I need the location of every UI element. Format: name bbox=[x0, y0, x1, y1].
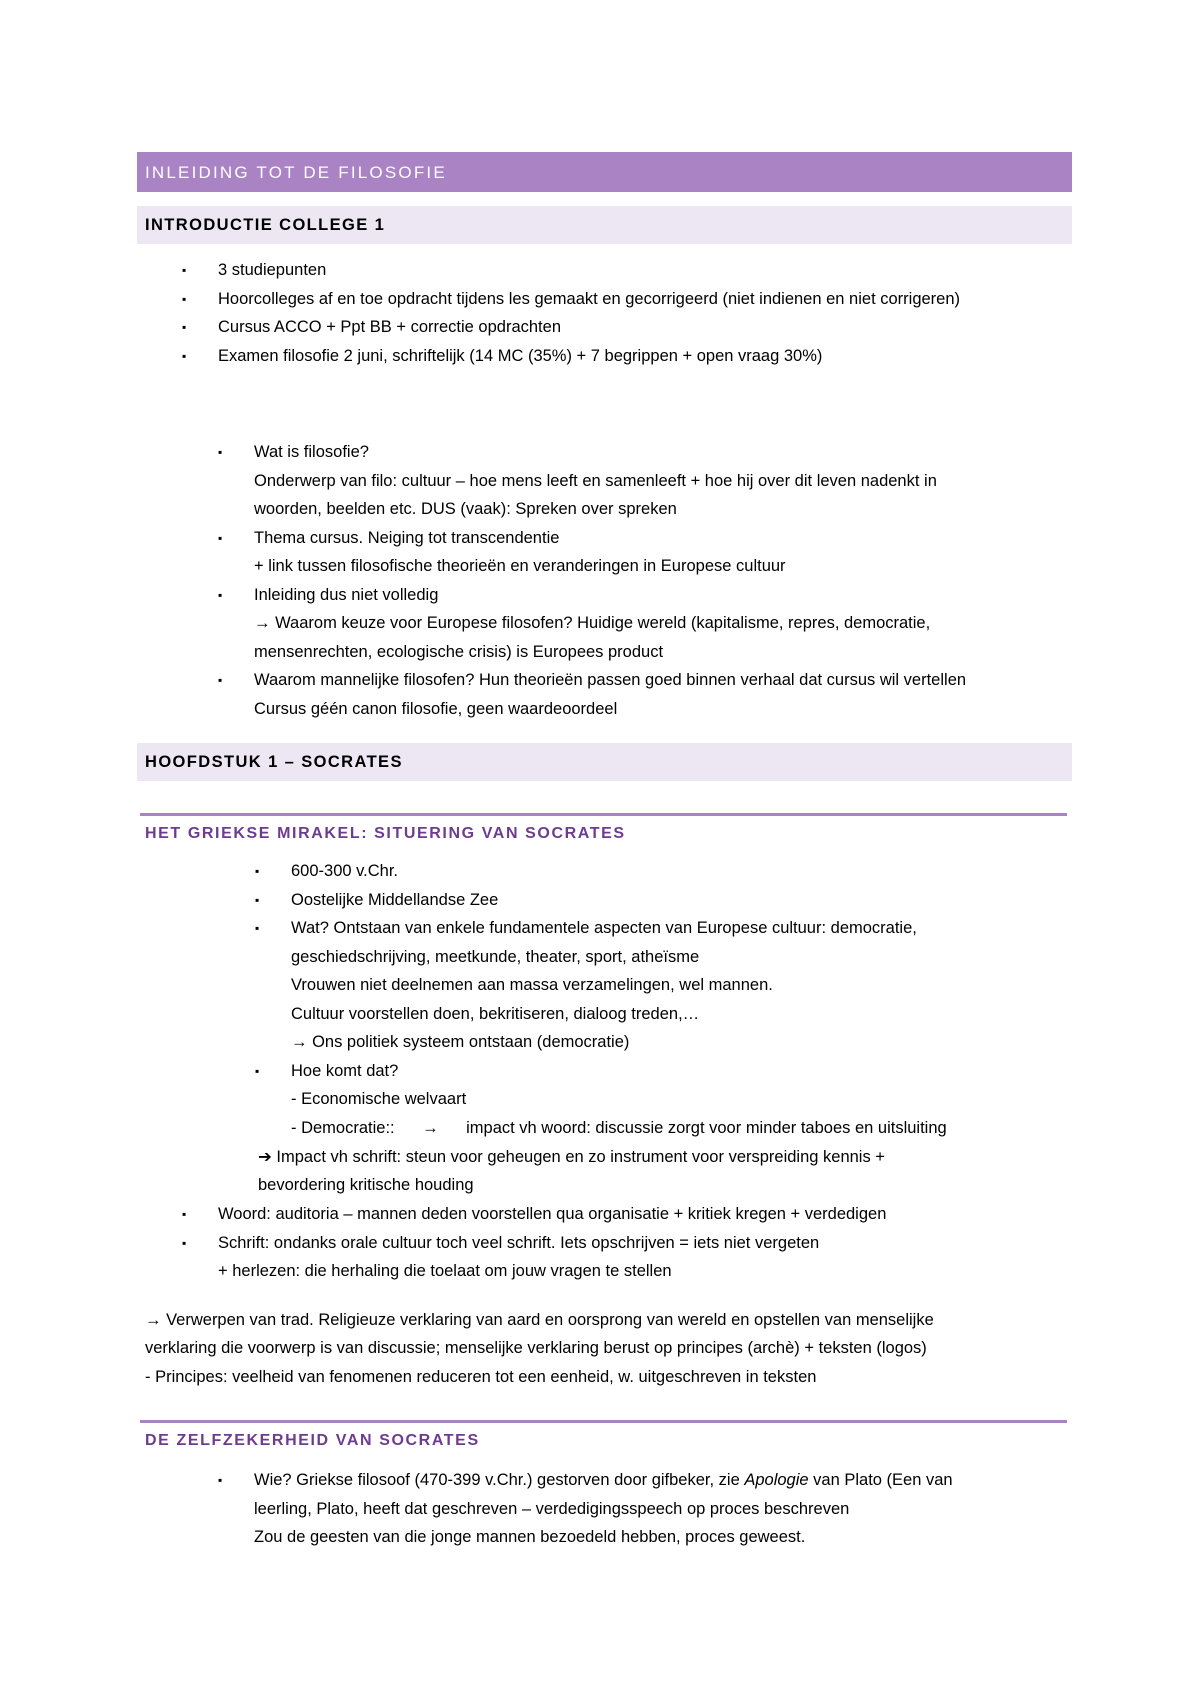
list-item: ▪ Inleiding dus niet volledig → Waarom keuze voor Europese filosofen? Huidige wereld (kapitalisme, repres, democratie, mensenrechten, ecologische crisis) is Europees product bbox=[254, 581, 966, 667]
bullet-icon: ▪ bbox=[218, 1473, 223, 1487]
bullet-icon: ▪ bbox=[218, 445, 223, 459]
bullet-icon: ▪ bbox=[182, 1207, 187, 1221]
list-item: ▪ Schrift: ondanks orale cultuur toch veel schrift. Iets opschrijven = iets niet vergeten + herlezen: die herhaling die toelaat om jouw vragen te stellen bbox=[218, 1229, 886, 1286]
list-item: ▪ Cursus ACCO + Ppt BB + correctie opdrachten bbox=[218, 313, 960, 342]
section-heading-intro bbox=[137, 206, 1072, 244]
bullet-icon: ▪ bbox=[182, 320, 187, 334]
woord-schrift-list bbox=[182, 1200, 887, 1286]
list-item: ▪ Wat is filosofie? Onderwerp van filo: cultuur – hoe mens leeft en samenleeft + hoe hij over dit leven nadenkt in woorden, beelden etc. DUS (vaak): Spreken over spreken bbox=[254, 438, 966, 524]
bullet-icon: ▪ bbox=[182, 348, 187, 363]
list-item: ▪ Waarom mannelijke filosofen? Hun theorieën passen goed binnen verhaal dat cursus wil vertellen Cursus géén canon filosofie, geen waardeoordeel bbox=[254, 666, 966, 723]
paragraph-line: - Principes: veelheid van fenomenen reduceren tot een eenheid, w. uitgeschreven in teksten bbox=[145, 1368, 817, 1386]
section-divider bbox=[140, 1420, 1067, 1423]
bullet-icon: ▪ bbox=[218, 530, 223, 545]
intro-bullet-list bbox=[182, 256, 961, 370]
bullet-icon: ▪ bbox=[182, 1235, 187, 1250]
subsection-heading: DE ZELFZEKERHEID VAN SOCRATES bbox=[145, 1432, 480, 1449]
section-divider bbox=[140, 813, 1067, 816]
arrow-note-line: bevordering kritische houding bbox=[258, 1176, 474, 1194]
title-banner bbox=[137, 152, 1072, 192]
paragraph-line: → Verwerpen van trad. Religieuze verklaring van aard en oorsprong van wereld en opstellen van menselijke bbox=[145, 1311, 934, 1329]
bullet-icon: ▪ bbox=[218, 587, 223, 602]
list-item: ▪ 600-300 v.Chr. bbox=[291, 857, 947, 886]
bullet-icon: ▪ bbox=[182, 291, 187, 306]
paragraph-line: verklaring die voorwerp is van discussie; menselijke verklaring berust op principes (archè) + teksten (logos) bbox=[145, 1339, 927, 1357]
list-item: ▪ 3 studiepunten bbox=[218, 256, 960, 285]
situering-bullet-list bbox=[255, 857, 947, 1142]
chapter-heading bbox=[137, 743, 1072, 781]
zelfzekerheid-list bbox=[218, 1466, 953, 1552]
bullet-icon: ▪ bbox=[255, 892, 260, 907]
arrow-note-line: ➔ Impact vh schrift: steun voor geheugen en zo instrument voor verspreiding kennis + bbox=[258, 1148, 885, 1166]
bullet-icon: ▪ bbox=[255, 864, 260, 878]
list-item: ▪ Thema cursus. Neiging tot transcendentie + link tussen filosofische theorieën en veranderingen in Europese cultuur bbox=[254, 524, 966, 581]
section-heading-intro-text: INTRODUCTIE COLLEGE 1 bbox=[145, 216, 386, 234]
bullet-icon: ▪ bbox=[218, 673, 223, 687]
intro-bullet-list-2 bbox=[218, 438, 967, 723]
list-item: ▪ Oostelijke Middellandse Zee bbox=[291, 886, 947, 915]
list-item: ▪ Hoorcolleges af en toe opdracht tijdens les gemaakt en gecorrigeerd (niet indienen en niet corrigeren) bbox=[218, 285, 960, 314]
chapter-heading-text: HOOFDSTUK 1 – SOCRATES bbox=[145, 753, 403, 771]
list-item: ▪ Woord: auditoria – mannen deden voorstellen qua organisatie + kritiek kregen + verdedigen bbox=[218, 1200, 886, 1229]
list-item: ▪ Wie? Griekse filosoof (470-399 v.Chr.) gestorven door gifbeker, zie Apologie van Plato (Een van leerling, Plato, heeft dat geschreven – verdedigingsspeech op proces beschreven Zou de geesten van die jonge mannen bezoedeld hebben, proces geweest. bbox=[254, 1466, 953, 1552]
list-item: ▪ Hoe komt dat? - Economische welvaart - Democratie:: → impact vh woord: discussie zorgt voor minder taboes en uitsluiting bbox=[291, 1057, 947, 1143]
bullet-icon: ▪ bbox=[182, 263, 187, 277]
list-item: ▪ Examen filosofie 2 juni, schriftelijk (14 MC (35%) + 7 begrippen + open vraag 30%) bbox=[218, 342, 960, 371]
list-item: ▪ Wat? Ontstaan van enkele fundamentele aspecten van Europese cultuur: democratie, geschiedschrijving, meetkunde, theater, sport, atheïsme Vrouwen niet deelnemen aan massa verzamelingen, wel mannen. Cultuur voorstellen doen, bekritiseren, dialoog treden,… → Ons politiek systeem ontstaan (democratie) bbox=[291, 914, 947, 1057]
bullet-icon: ▪ bbox=[255, 921, 260, 935]
document-title: INLEIDING TOT DE FILOSOFIE bbox=[145, 163, 447, 182]
book-title: Apologie bbox=[744, 1471, 809, 1489]
subsection-heading: HET GRIEKSE MIRAKEL: SITUERING VAN SOCRATES bbox=[145, 825, 626, 842]
bullet-icon: ▪ bbox=[255, 1063, 260, 1078]
